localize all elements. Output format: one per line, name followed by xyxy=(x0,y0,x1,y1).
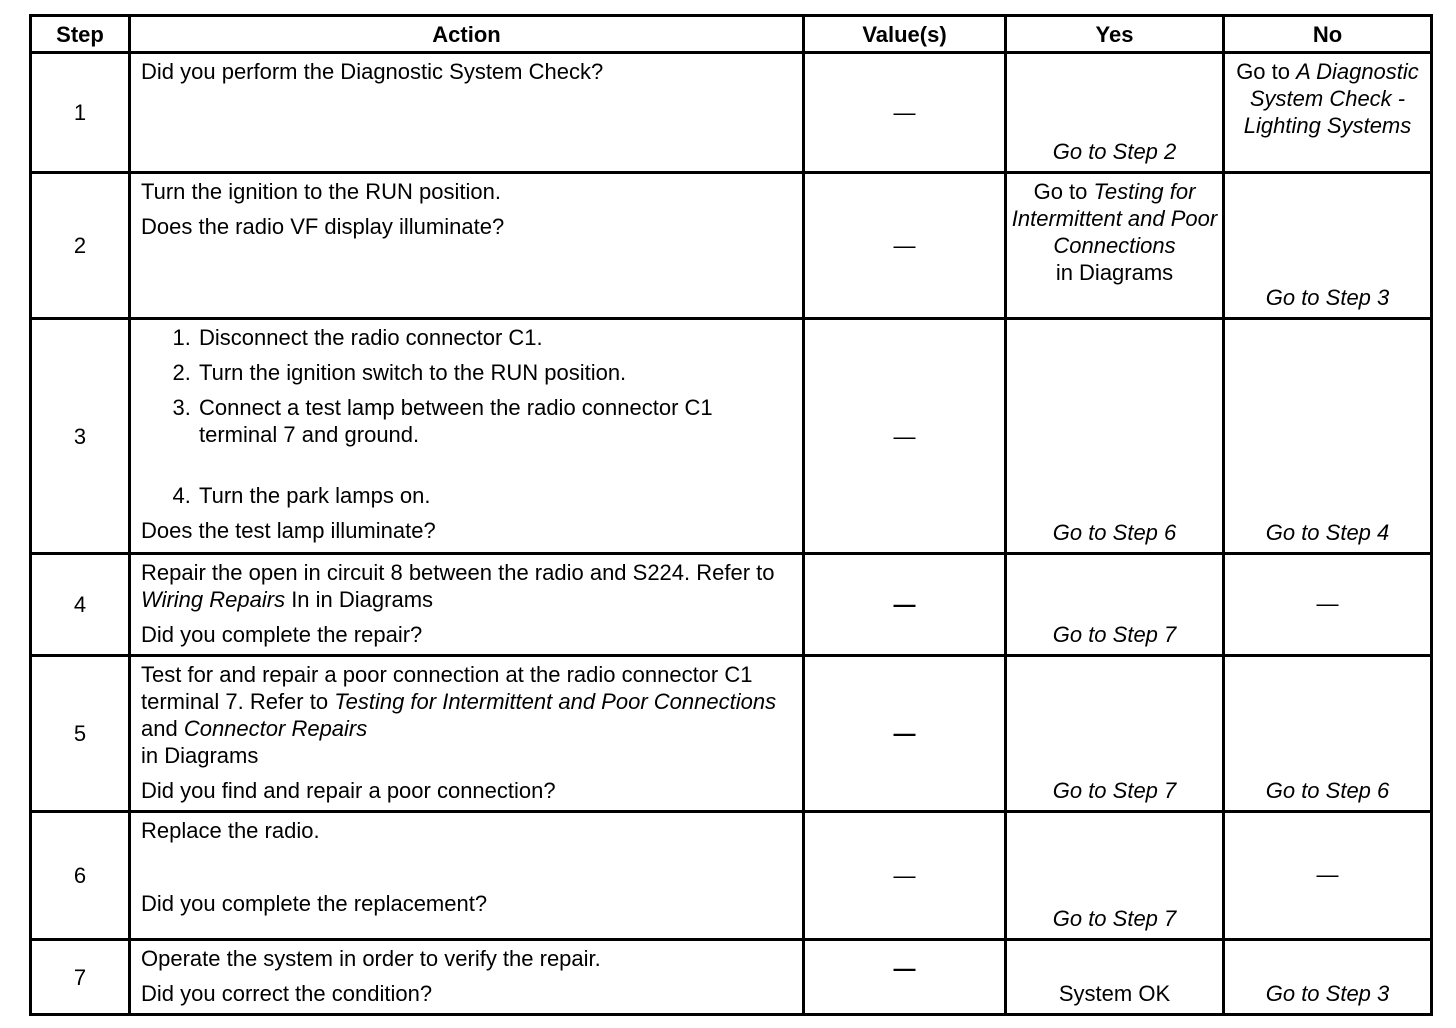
no-cell xyxy=(1224,53,1432,173)
value-cell xyxy=(804,940,1006,1015)
table-row-step-4 xyxy=(31,554,1432,656)
value-cell xyxy=(804,656,1006,812)
list-item: 2. Turn the ignition switch to the RUN position. xyxy=(197,359,792,386)
list-item: 4. Turn the park lamps on. xyxy=(197,482,792,509)
yes-result: System OK xyxy=(1058,981,1171,1006)
no-link[interactable]: Go to Step 4 xyxy=(1265,520,1390,545)
action-question: Did you complete the repair? xyxy=(141,622,423,647)
action-instruction: Replace the radio. xyxy=(141,818,320,843)
yes-cell xyxy=(1006,656,1224,812)
action-cell xyxy=(130,656,804,812)
action-text-suffix: in Diagrams xyxy=(141,743,259,768)
action-question: Does the test lamp illuminate? xyxy=(141,518,436,543)
yes-link[interactable]: Go to Step 2 xyxy=(1052,139,1177,164)
yes-cell xyxy=(1006,940,1224,1015)
action-instruction xyxy=(141,661,792,769)
action-instruction xyxy=(141,559,792,613)
value-dash: — xyxy=(893,956,916,981)
action-link[interactable]: Testing for Intermittent and Poor Connections xyxy=(334,689,777,714)
action-text-mid: and xyxy=(141,716,184,741)
list-item: 1. Disconnect the radio connector C1. xyxy=(197,324,792,351)
action-cell xyxy=(130,812,804,940)
no-link[interactable]: Go to Step 3 xyxy=(1265,981,1390,1006)
table-row-step-7 xyxy=(31,940,1432,1015)
yes-prefix: Go to xyxy=(1033,179,1094,204)
action-link[interactable]: Wiring Repairs xyxy=(141,587,286,612)
table-row-step-5 xyxy=(31,656,1432,812)
step-number: 6 xyxy=(31,812,130,940)
yes-cell xyxy=(1006,812,1224,940)
yes-link[interactable]: Go to Step 7 xyxy=(1052,778,1177,803)
header-action: Action xyxy=(130,16,804,53)
step-number: 4 xyxy=(31,554,130,656)
yes-cell xyxy=(1006,53,1224,173)
yes-cell xyxy=(1006,319,1224,554)
yes-link[interactable]: Go to Step 7 xyxy=(1052,906,1177,931)
header-no: No xyxy=(1224,16,1432,53)
action-question: Did you perform the Diagnostic System Check? xyxy=(141,59,604,84)
table-row-step-2 xyxy=(31,173,1432,319)
yes-link[interactable]: Go to Step 7 xyxy=(1052,622,1177,647)
value-cell: — xyxy=(804,812,1006,940)
value-cell: — xyxy=(804,53,1006,173)
no-cell xyxy=(1224,173,1432,319)
step-number: 3 xyxy=(31,319,130,554)
action-instruction: Turn the ignition to the RUN position. xyxy=(141,179,501,204)
header-row xyxy=(31,16,1432,53)
action-link-2[interactable]: Connector Repairs xyxy=(183,716,368,741)
action-text: Test for and repair a poor connection at the radio connector C1 terminal 7. Refer to xyxy=(141,662,753,714)
no-link[interactable]: Go to Step 3 xyxy=(1265,285,1390,310)
yes-cell xyxy=(1006,554,1224,656)
step-number: 5 xyxy=(31,656,130,812)
no-link[interactable]: Go to Step 6 xyxy=(1265,778,1390,803)
header-step: Step xyxy=(31,16,130,53)
action-question: Did you find and repair a poor connection? xyxy=(141,778,556,803)
action-cell xyxy=(130,173,804,319)
no-cell: — xyxy=(1224,812,1432,940)
no-link[interactable]: A Diagnostic System Check - Lighting Systems xyxy=(1243,59,1419,138)
no-cell: — xyxy=(1224,554,1432,656)
action-question: Did you complete the replacement? xyxy=(141,891,488,916)
value-dash: — xyxy=(893,721,916,746)
table-row-step-1 xyxy=(31,53,1432,173)
list-item: 3. Connect a test lamp between the radio connector C1 terminal 7 and ground. xyxy=(197,394,792,448)
value-cell xyxy=(804,554,1006,656)
action-cell xyxy=(130,940,804,1015)
action-question: Does the radio VF display illuminate? xyxy=(141,214,505,239)
action-instruction: Operate the system in order to verify the repair. xyxy=(141,946,601,971)
action-text: Repair the open in circuit 8 between the radio and S224. Refer to xyxy=(141,560,775,585)
header-yes: Yes xyxy=(1006,16,1224,53)
table-row-step-3 xyxy=(31,319,1432,554)
no-cell xyxy=(1224,940,1432,1015)
value-dash: — xyxy=(893,592,916,617)
action-cell xyxy=(130,554,804,656)
step-number: 2 xyxy=(31,173,130,319)
action-cell xyxy=(130,319,804,554)
diagnostic-table xyxy=(29,14,1433,1016)
value-cell: — xyxy=(804,319,1006,554)
step-number: 7 xyxy=(31,940,130,1015)
header-values: Value(s) xyxy=(804,16,1006,53)
yes-cell xyxy=(1006,173,1224,319)
no-cell xyxy=(1224,319,1432,554)
table-row-step-6 xyxy=(31,812,1432,940)
no-prefix: Go to xyxy=(1236,59,1297,84)
action-text-suffix: In in Diagrams xyxy=(285,587,434,612)
yes-link[interactable]: Testing for Intermittent and Poor Connections xyxy=(1011,179,1218,258)
action-question: Did you correct the condition? xyxy=(141,981,433,1006)
no-cell xyxy=(1224,656,1432,812)
action-cell xyxy=(130,53,804,173)
step-number: 1 xyxy=(31,53,130,173)
yes-suffix: in Diagrams xyxy=(1055,260,1174,285)
action-steps-list xyxy=(141,324,792,509)
yes-link[interactable]: Go to Step 6 xyxy=(1052,520,1177,545)
value-cell: — xyxy=(804,173,1006,319)
